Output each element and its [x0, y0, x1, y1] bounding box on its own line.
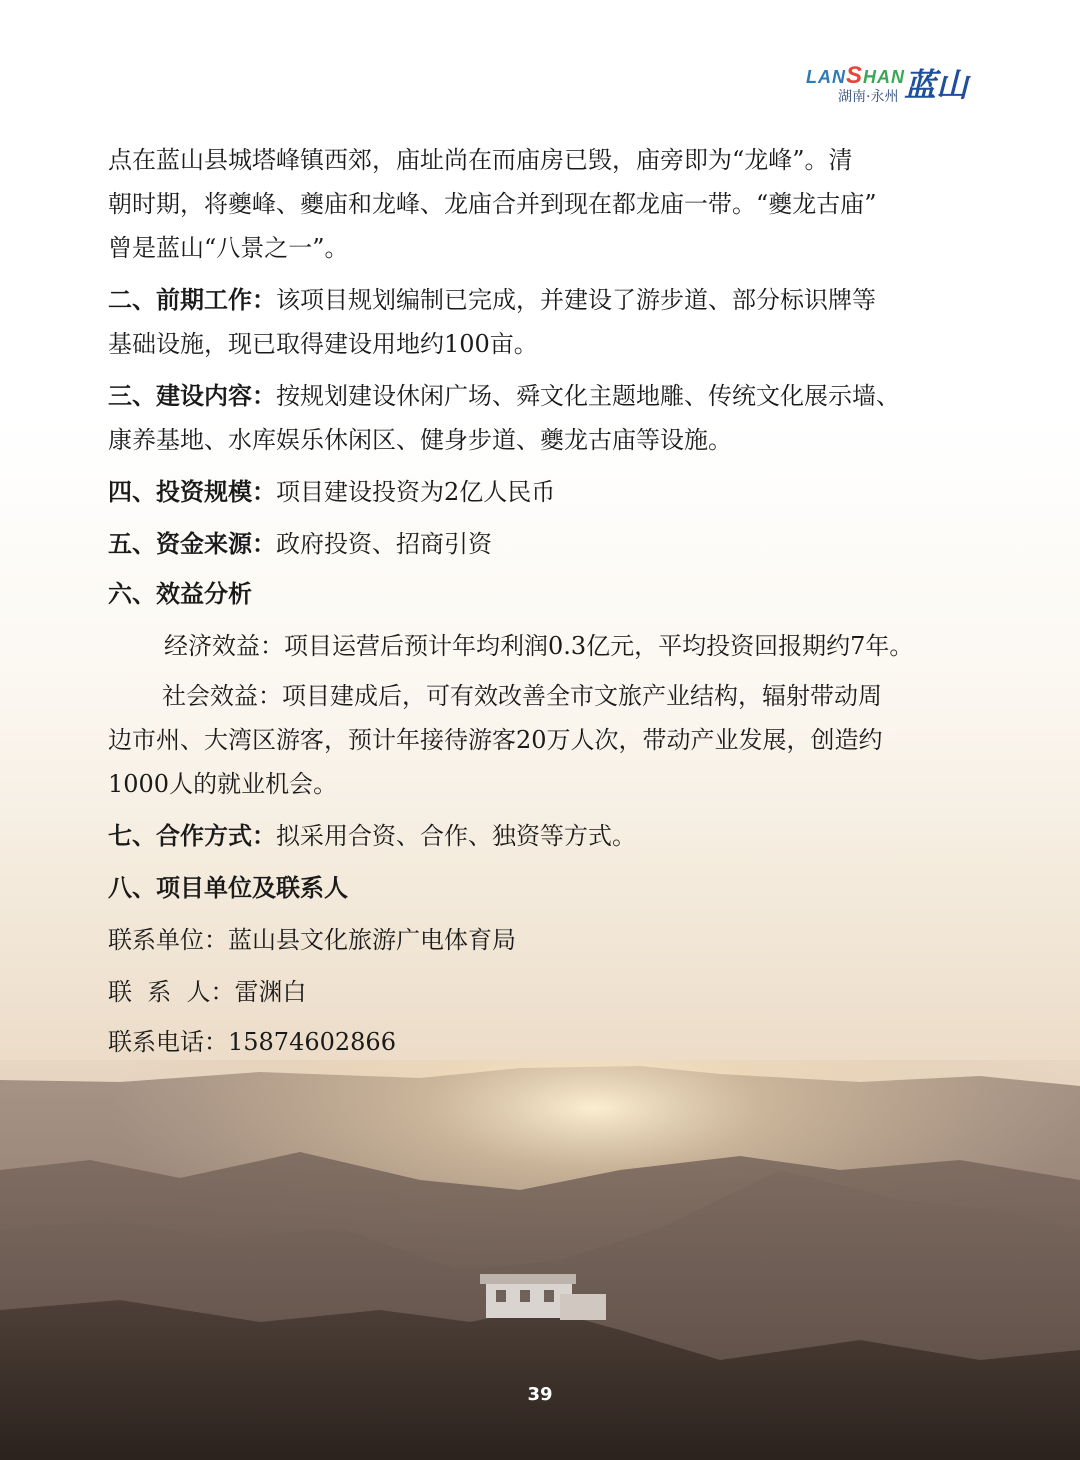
lanshan-logo: [800, 58, 970, 108]
contact-unit: 联系单位：蓝山县文化旅游广电体育局: [108, 926, 516, 954]
section-text: 项目建设投资为2亿人民币: [276, 478, 556, 506]
contact-phone: 联系电话：15874602866: [108, 1028, 396, 1056]
section-line: [108, 376, 900, 416]
logo-latin-part: LAN: [806, 67, 846, 87]
text-line: 边市州、大湾区游客，预计年接待游客20万人次，带动产业发展，创造约: [108, 726, 883, 754]
page-number: 39: [527, 1384, 553, 1405]
text-line: 基础设施，现已取得建设用地约100亩。: [108, 330, 538, 358]
section-heading: 七、合作方式：: [108, 822, 276, 850]
section-text: 按规划建设休闲广场、舜文化主题地雕、传统文化展示墙、: [276, 382, 900, 410]
text-line: 经济效益：项目运营后预计年均利润0.3亿元，平均投资回报期约7年。: [164, 632, 914, 660]
text-line: 朝时期，将夔峰、夔庙和龙峰、龙庙合并到现在都龙庙一带。“夔龙古庙”: [108, 190, 877, 218]
text-line: 1000人的就业机会。: [108, 770, 338, 798]
section-line: [108, 472, 555, 512]
section-text: 政府投资、招商引资: [276, 530, 492, 558]
logo-latin-part: S: [846, 62, 864, 89]
text-line: 康养基地、水库娱乐休闲区、健身步道、夔龙古庙等设施。: [108, 426, 732, 454]
section-line: [108, 280, 876, 320]
section-text: 该项目规划编制已完成，并建设了游步道、部分标识牌等: [276, 286, 876, 314]
text-line: 社会效益：项目建成后，可有效改善全市文旅产业结构，辐射带动周: [162, 682, 882, 710]
logo-latin-part: HAN: [863, 67, 906, 87]
section-heading: 二、前期工作：: [108, 286, 276, 314]
section-heading: 八、项目单位及联系人: [108, 874, 348, 902]
text-line: 曾是蓝山“八景之一”。: [108, 234, 349, 262]
section-line: [108, 524, 492, 564]
section-line: [108, 816, 636, 856]
section-text: 拟采用合资、合作、独资等方式。: [276, 822, 636, 850]
section-heading: 五、资金来源：: [108, 530, 276, 558]
text-line: 点在蓝山县城塔峰镇西郊，庙址尚在而庙房已毁，庙旁即为“龙峰”。清: [108, 146, 853, 174]
contact-person: 联 系 人：雷渊白: [108, 978, 307, 1006]
logo-chinese: 蓝山: [904, 66, 969, 104]
section-heading: 四、投资规模：: [108, 478, 276, 506]
section-heading: 六、效益分析: [108, 580, 252, 608]
section-heading: 三、建设内容：: [108, 382, 276, 410]
logo-subtitle: 湖南·永州: [838, 89, 899, 105]
